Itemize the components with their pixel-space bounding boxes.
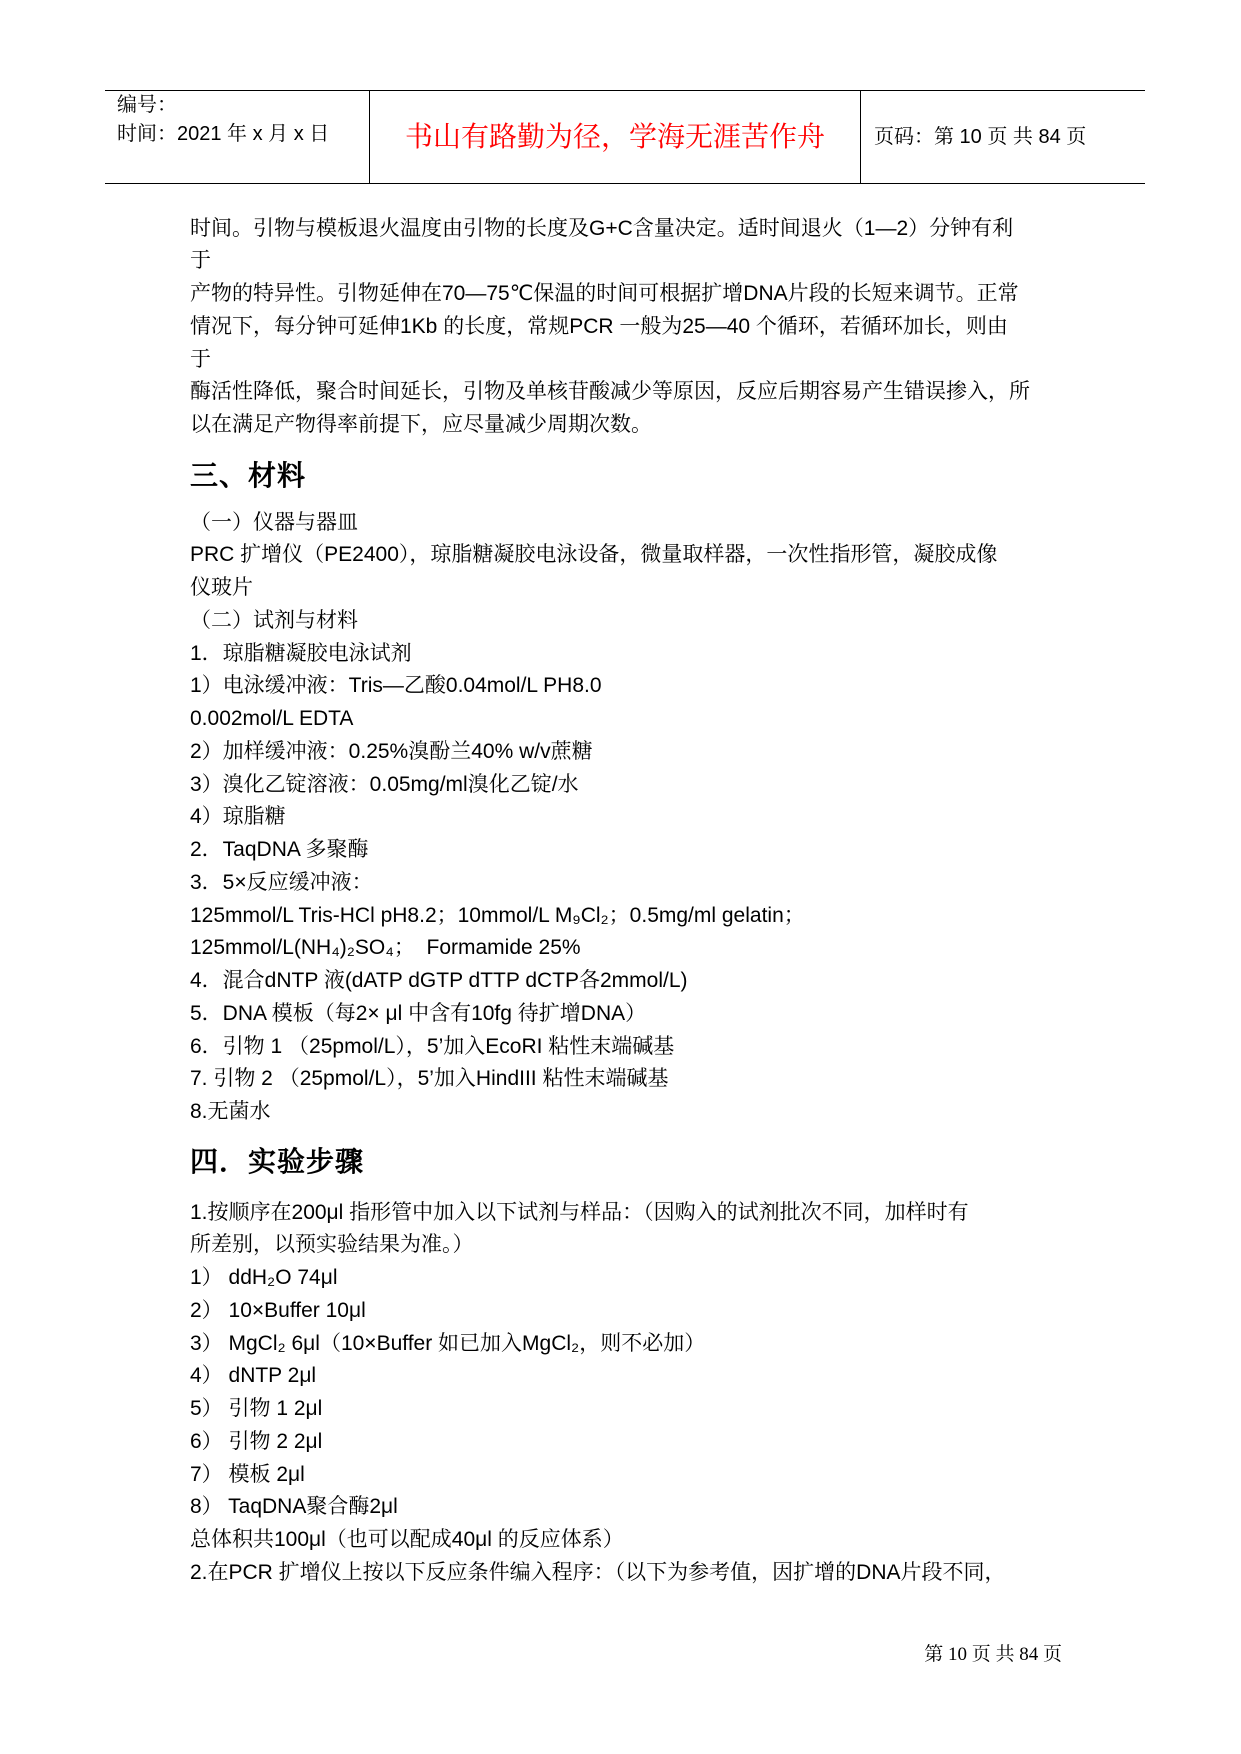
materials-line: 3．5×反应缓冲液： (190, 870, 373, 894)
header-left-cell (105, 91, 370, 183)
section-heading-materials: 三、材料 (190, 460, 307, 491)
header-motto: 书山有路勤为径，学海无涯苦作舟 (404, 120, 825, 153)
materials-line: 4）琼脂糖 (190, 805, 286, 829)
header-right-cell (861, 91, 1145, 183)
steps-line: 7） 模板 2μl (190, 1462, 305, 1486)
materials-line: （二）试剂与材料 (190, 608, 358, 632)
materials-line: （一）仪器与器皿 (190, 510, 358, 534)
materials-line: 0.002mol/L EDTA (190, 707, 354, 731)
steps-line: 总体积共100μl（也可以配成40μl 的反应体系） (190, 1528, 624, 1552)
header-page-info: 页码：第 10 页 共 84 页 (874, 126, 1087, 148)
materials-line: 2．TaqDNA 多聚酶 (190, 838, 369, 862)
materials-line: 4．混合dNTP 液(dATP dGTP dTTP dCTP各2mmol/L) (190, 969, 688, 993)
serial-number-label: 编号： (117, 94, 177, 116)
intro-line: 情况下，每分钟可延伸1Kb 的长度，常规PCR 一般为25—40 个循环，若循环加长，则由 (190, 314, 1008, 338)
footer-page-number: 第 10 页 共 84 页 (924, 1644, 1062, 1665)
intro-line: 产物的特异性。引物延伸在70—75℃保温的时间可根据扩增DNA片段的长短来调节。正常 (190, 282, 1019, 306)
materials-line: 7. 引物 2 （25pmol/L），5’加入HindIII 粘性末端碱基 (190, 1067, 669, 1091)
materials-section (190, 507, 997, 1129)
steps-line: 1.按顺序在200μl 指形管中加入以下试剂与样品：（因购入的试剂批次不同，加样时有 (190, 1200, 969, 1224)
materials-line: 125mmol/L(NH₄)₂SO₄； Formamide 25% (190, 936, 581, 960)
steps-line: 2.在PCR 扩增仪上按以下反应条件编入程序：（以下为参考值，因扩增的DNA片段不同， (190, 1560, 1006, 1584)
steps-line: 所差别，以预实验结果为准。） (190, 1233, 474, 1257)
section-heading-steps: 四．实验步骤 (190, 1146, 365, 1177)
materials-line: 1）电泳缓冲液：Tris—乙酸0.04mol/L PH8.0 (190, 674, 602, 698)
steps-line: 8） TaqDNA聚合酶2μl (190, 1495, 398, 1519)
intro-paragraph (190, 213, 1030, 442)
materials-line: 仪玻片 (190, 576, 253, 600)
steps-line: 2） 10×Buffer 10μl (190, 1298, 366, 1322)
intro-line: 于 (190, 249, 211, 273)
steps-line: 3） MgCl₂ 6μl（10×Buffer 如已加入MgCl₂，则不必加） (190, 1331, 706, 1355)
materials-line: 3）溴化乙锭溶液：0.05mg/ml溴化乙锭/水 (190, 772, 579, 796)
steps-line: 5） 引物 1 2μl (190, 1397, 323, 1421)
date-line: 时间：2021 年 x 月 x 日 (117, 123, 330, 145)
intro-line: 酶活性降低，聚合时间延长，引物及单核苷酸减少等原因，反应后期容易产生错误掺入，所 (190, 380, 1030, 404)
materials-line: 6．引物 1 （25pmol/L），5’加入EcoRI 粘性末端碱基 (190, 1034, 675, 1058)
steps-section (190, 1197, 1006, 1590)
header-table (105, 90, 1145, 184)
materials-line: 1．琼脂糖凝胶电泳试剂 (190, 641, 412, 665)
steps-line: 4） dNTP 2μl (190, 1364, 317, 1388)
intro-line: 时间。引物与模板退火温度由引物的长度及G+C含量决定。适时间退火（1—2）分钟有利 (190, 216, 1014, 240)
steps-line: 1） ddH₂O 74μl (190, 1266, 338, 1290)
header-middle-cell (370, 91, 861, 183)
steps-line: 6） 引物 2 2μl (190, 1429, 323, 1453)
intro-line: 于 (190, 347, 211, 371)
materials-line: 5．DNA 模板（每2× μl 中含有10fg 待扩增DNA） (190, 1001, 647, 1025)
materials-line: 2）加样缓冲液：0.25%溴酚兰40% w/v蔗糖 (190, 739, 593, 763)
materials-line: 125mmol/L Tris-HCl pH8.2；10mmol/L M₉Cl₂；0.5mg/ml gelatin； (190, 903, 805, 927)
materials-line: 8.无菌水 (190, 1100, 271, 1124)
materials-line: PRC 扩增仪（PE2400），琼脂糖凝胶电泳设备，微量取样器，一次性指形管，凝胶成像 (190, 543, 998, 567)
intro-line: 以在满足产物得率前提下，应尽量减少周期次数。 (190, 413, 652, 437)
